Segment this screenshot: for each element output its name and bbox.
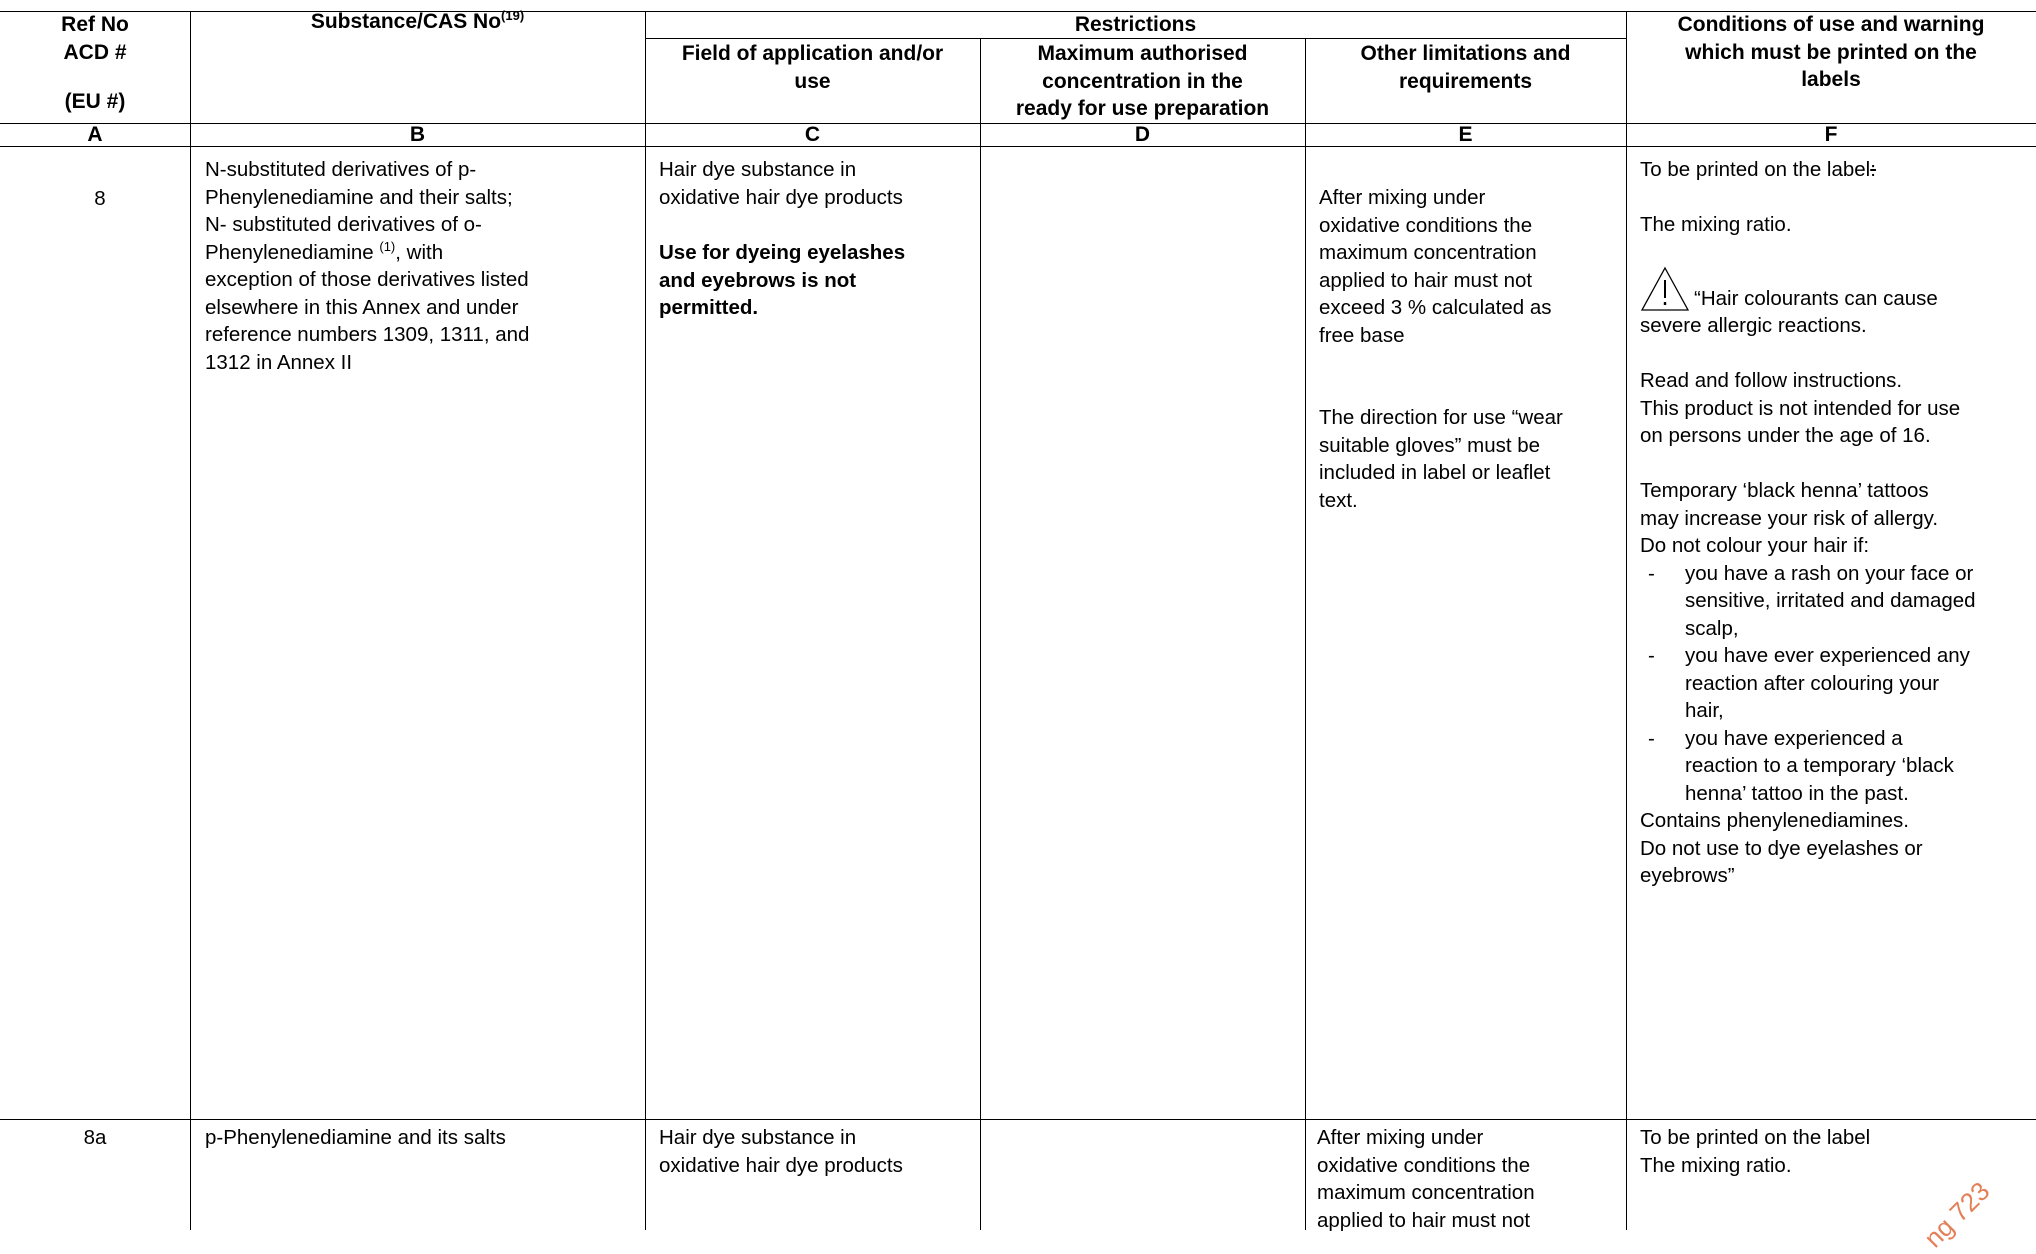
column-letter-c: C bbox=[804, 123, 821, 146]
column-letter-d: D bbox=[1134, 123, 1151, 146]
letter-row-bottom-rule bbox=[0, 146, 2036, 147]
warning-triangle-icon bbox=[1640, 266, 1690, 312]
column-letter-f: F bbox=[1824, 123, 1838, 146]
row1-other-limitations: After mixing under oxidative conditions the maximum concentration applied to hair must not exceed 3 % calculated as free base The direction for use “wear suitable gloves” must be included in label or leaflet text. bbox=[1319, 186, 1563, 512]
column-letter-e: E bbox=[1458, 123, 1473, 146]
list-item: - you have ever experienced any reaction after colouring your hair, bbox=[1648, 644, 1970, 722]
row1-field-of-application: Hair dye substance in oxidative hair dye products Use for dyeing eyelashes and eyebrows is not permitted. bbox=[659, 158, 906, 319]
header-maximum-concentration: Maximum authorised concentration in the ready for use preparation bbox=[1015, 42, 1270, 120]
col-divider-e-f bbox=[1626, 11, 1627, 1230]
header-conditions-of-use: Conditions of use and warning which must be printed on the labels bbox=[1677, 13, 1985, 91]
row2-other-limitations: After mixing under oxidative conditions the maximum concentration applied to hair must not bbox=[1317, 1126, 1535, 1232]
row2-field-of-application: Hair dye substance in oxidative hair dye products bbox=[659, 1126, 903, 1177]
header-other-limitations: Other limitations and requirements bbox=[1360, 42, 1571, 93]
row2-ref-no: 8a bbox=[83, 1126, 107, 1149]
row-separator bbox=[0, 1119, 2036, 1120]
header-restrictions: Restrictions bbox=[1074, 13, 1197, 36]
row1-ref-no: 8 bbox=[94, 187, 106, 210]
row2-substance: p-Phenylenediamine and its salts bbox=[205, 1126, 506, 1149]
row1-substance: N-substituted derivatives of p- Phenylenediamine and their salts; N- substituted derivatives of o- Phenylenediamine $^{(1)}$, with exception of those derivatives listed elsewhere in this Annex and under reference numbers 1309, 1311, and 1312 in Annex II bbox=[205, 158, 530, 374]
row2-conditions-of-use: To be printed on the label The mixing ratio. bbox=[1640, 1126, 1871, 1177]
list-item: - you have a rash on your face or sensitive, irritated and damaged scalp, bbox=[1648, 561, 1976, 640]
header-ref-no: Ref No ACD # (EU #) bbox=[61, 13, 129, 113]
list-item: - you have experienced a reaction to a temporary ‘black henna’ tattoo in the past. bbox=[1648, 726, 1954, 805]
col-divider-d-e bbox=[1305, 38, 1306, 1230]
column-letter-b: B bbox=[409, 123, 426, 146]
col-divider-b-c bbox=[645, 11, 646, 1230]
column-letter-a: A bbox=[87, 123, 103, 146]
header-field-of-application: Field of application and/or use bbox=[681, 42, 944, 93]
col-divider-c-d bbox=[980, 38, 981, 1230]
watermark: ng 723 bbox=[1918, 1175, 1996, 1254]
header-substance: Substance/CAS No$^{(19)}$ bbox=[310, 8, 525, 33]
row1-conditions-of-use: To be printed on the label: The mixing ratio. “Hair colourants can cause severe allergic reactions. Read and follow instructions. This product is not intended for use on persons under the age of 16. Temporary ‘black henna’ tattoos may increase your risk of allergy. Do not colour your hair if: - you have a rash on your face or sensitive, irritated and damaged scalp, - you have ever experienced any reaction after colouring your hair, - you have experienced a reaction to a temporary ‘black henna’ tattoo in the past. Contains phenylenediamines. Do not use to dye eyelashes or eyebrows” bbox=[1640, 156, 2035, 890]
